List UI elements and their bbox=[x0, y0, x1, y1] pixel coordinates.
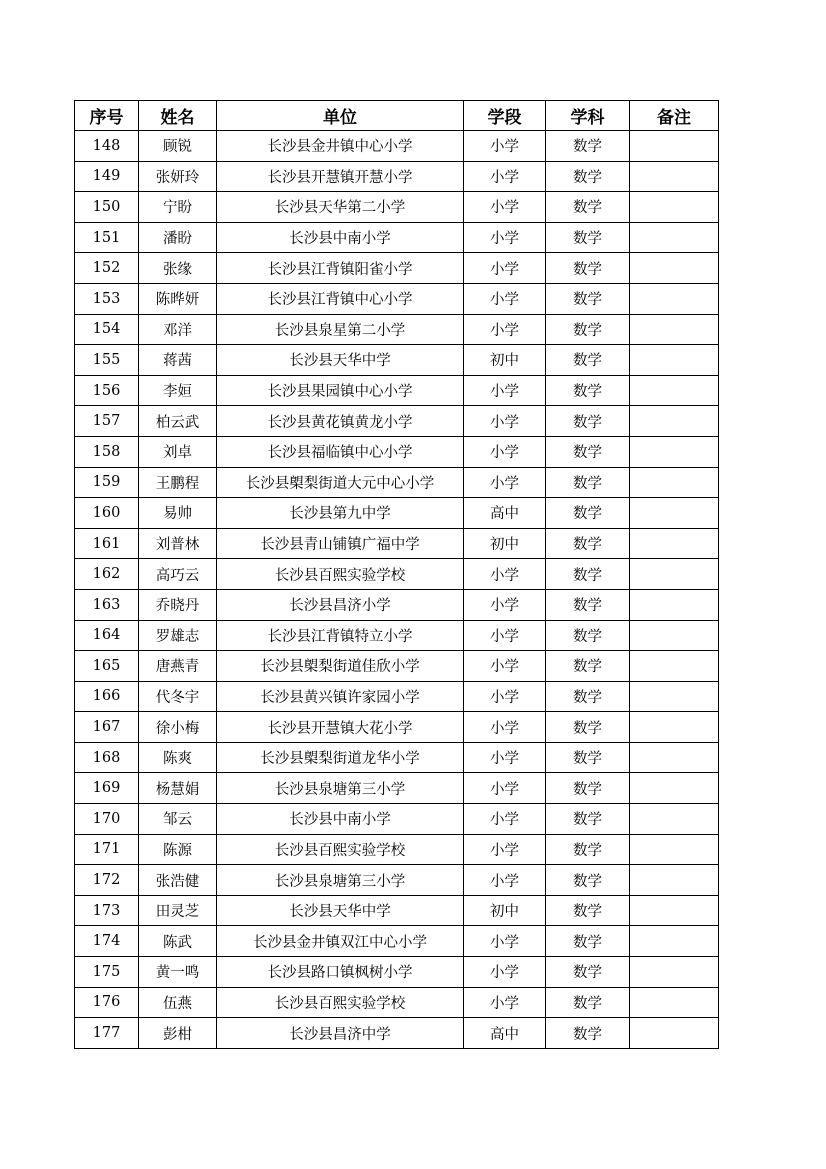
cell-seq: 167 bbox=[75, 712, 139, 743]
cell-name: 张妍玲 bbox=[139, 161, 217, 192]
cell-unit: 长沙县中南小学 bbox=[217, 222, 464, 253]
header-name: 姓名 bbox=[139, 101, 217, 131]
header-unit: 单位 bbox=[217, 101, 464, 131]
cell-unit: 长沙县天华中学 bbox=[217, 345, 464, 376]
table-header bbox=[75, 101, 719, 131]
cell-stage: 小学 bbox=[464, 436, 546, 467]
cell-name: 徐小梅 bbox=[139, 712, 217, 743]
cell-seq: 160 bbox=[75, 498, 139, 529]
roster-table bbox=[74, 100, 719, 1049]
cell-remark bbox=[630, 926, 719, 957]
table-row bbox=[75, 834, 719, 865]
table-body bbox=[75, 131, 719, 1049]
cell-seq: 171 bbox=[75, 834, 139, 865]
cell-unit: 长沙县百熙实验学校 bbox=[217, 987, 464, 1018]
cell-stage: 小学 bbox=[464, 559, 546, 590]
cell-name: 陈武 bbox=[139, 926, 217, 957]
cell-name: 陈晔妍 bbox=[139, 283, 217, 314]
cell-seq: 176 bbox=[75, 987, 139, 1018]
cell-stage: 初中 bbox=[464, 528, 546, 559]
cell-seq: 153 bbox=[75, 283, 139, 314]
cell-subject: 数学 bbox=[546, 620, 630, 651]
cell-unit: 长沙县昌济小学 bbox=[217, 589, 464, 620]
table-row bbox=[75, 865, 719, 896]
cell-subject: 数学 bbox=[546, 712, 630, 743]
table-row bbox=[75, 895, 719, 926]
cell-stage: 小学 bbox=[464, 804, 546, 835]
cell-subject: 数学 bbox=[546, 681, 630, 712]
cell-stage: 小学 bbox=[464, 192, 546, 223]
cell-name: 潘盼 bbox=[139, 222, 217, 253]
cell-stage: 小学 bbox=[464, 834, 546, 865]
cell-seq: 172 bbox=[75, 865, 139, 896]
cell-seq: 154 bbox=[75, 314, 139, 345]
table-row bbox=[75, 222, 719, 253]
table-row bbox=[75, 742, 719, 773]
cell-unit: 长沙县金井镇双江中心小学 bbox=[217, 926, 464, 957]
cell-unit: 长沙县江背镇阳雀小学 bbox=[217, 253, 464, 284]
cell-subject: 数学 bbox=[546, 651, 630, 682]
cell-name: 张缘 bbox=[139, 253, 217, 284]
cell-subject: 数学 bbox=[546, 957, 630, 988]
cell-remark bbox=[630, 712, 719, 743]
table-row bbox=[75, 926, 719, 957]
table-row bbox=[75, 283, 719, 314]
header-row bbox=[75, 101, 719, 131]
cell-seq: 152 bbox=[75, 253, 139, 284]
cell-remark bbox=[630, 498, 719, 529]
cell-unit: 长沙县㮾梨街道大元中心小学 bbox=[217, 467, 464, 498]
cell-seq: 166 bbox=[75, 681, 139, 712]
cell-subject: 数学 bbox=[546, 467, 630, 498]
cell-unit: 长沙县昌济中学 bbox=[217, 1018, 464, 1049]
cell-seq: 164 bbox=[75, 620, 139, 651]
cell-seq: 156 bbox=[75, 375, 139, 406]
cell-unit: 长沙县路口镇枫树小学 bbox=[217, 957, 464, 988]
cell-name: 宁盼 bbox=[139, 192, 217, 223]
table-row bbox=[75, 773, 719, 804]
cell-seq: 168 bbox=[75, 742, 139, 773]
cell-stage: 小学 bbox=[464, 620, 546, 651]
cell-name: 刘卓 bbox=[139, 436, 217, 467]
cell-name: 伍燕 bbox=[139, 987, 217, 1018]
cell-unit: 长沙县第九中学 bbox=[217, 498, 464, 529]
cell-unit: 长沙县开慧镇开慧小学 bbox=[217, 161, 464, 192]
cell-subject: 数学 bbox=[546, 865, 630, 896]
cell-stage: 小学 bbox=[464, 712, 546, 743]
cell-seq: 157 bbox=[75, 406, 139, 437]
cell-name: 彭柑 bbox=[139, 1018, 217, 1049]
cell-stage: 高中 bbox=[464, 498, 546, 529]
table-row bbox=[75, 589, 719, 620]
table-row bbox=[75, 131, 719, 162]
cell-remark bbox=[630, 895, 719, 926]
cell-name: 乔晓丹 bbox=[139, 589, 217, 620]
cell-seq: 162 bbox=[75, 559, 139, 590]
cell-seq: 177 bbox=[75, 1018, 139, 1049]
table-row bbox=[75, 559, 719, 590]
cell-subject: 数学 bbox=[546, 773, 630, 804]
cell-remark bbox=[630, 222, 719, 253]
cell-remark bbox=[630, 681, 719, 712]
table-row bbox=[75, 1018, 719, 1049]
cell-subject: 数学 bbox=[546, 987, 630, 1018]
cell-stage: 小学 bbox=[464, 926, 546, 957]
header-remark: 备注 bbox=[630, 101, 719, 131]
table-row bbox=[75, 987, 719, 1018]
cell-subject: 数学 bbox=[546, 926, 630, 957]
cell-seq: 175 bbox=[75, 957, 139, 988]
cell-subject: 数学 bbox=[546, 528, 630, 559]
cell-stage: 小学 bbox=[464, 589, 546, 620]
cell-seq: 159 bbox=[75, 467, 139, 498]
table-row bbox=[75, 804, 719, 835]
cell-remark bbox=[630, 253, 719, 284]
cell-stage: 初中 bbox=[464, 895, 546, 926]
cell-unit: 长沙县百熙实验学校 bbox=[217, 834, 464, 865]
cell-subject: 数学 bbox=[546, 161, 630, 192]
cell-stage: 高中 bbox=[464, 1018, 546, 1049]
cell-subject: 数学 bbox=[546, 436, 630, 467]
cell-subject: 数学 bbox=[546, 804, 630, 835]
cell-name: 杨慧娟 bbox=[139, 773, 217, 804]
cell-unit: 长沙县开慧镇大花小学 bbox=[217, 712, 464, 743]
cell-remark bbox=[630, 161, 719, 192]
cell-subject: 数学 bbox=[546, 131, 630, 162]
cell-stage: 小学 bbox=[464, 253, 546, 284]
header-subject: 学科 bbox=[546, 101, 630, 131]
cell-unit: 长沙县福临镇中心小学 bbox=[217, 436, 464, 467]
cell-unit: 长沙县泉塘第三小学 bbox=[217, 865, 464, 896]
cell-name: 顾锐 bbox=[139, 131, 217, 162]
cell-unit: 长沙县金井镇中心小学 bbox=[217, 131, 464, 162]
cell-stage: 初中 bbox=[464, 345, 546, 376]
cell-stage: 小学 bbox=[464, 987, 546, 1018]
cell-name: 柏云武 bbox=[139, 406, 217, 437]
cell-subject: 数学 bbox=[546, 895, 630, 926]
cell-name: 张浩健 bbox=[139, 865, 217, 896]
cell-seq: 150 bbox=[75, 192, 139, 223]
cell-stage: 小学 bbox=[464, 681, 546, 712]
cell-name: 刘普林 bbox=[139, 528, 217, 559]
cell-stage: 小学 bbox=[464, 742, 546, 773]
cell-remark bbox=[630, 436, 719, 467]
cell-remark bbox=[630, 834, 719, 865]
cell-stage: 小学 bbox=[464, 314, 546, 345]
cell-name: 田灵芝 bbox=[139, 895, 217, 926]
table-row bbox=[75, 192, 719, 223]
cell-remark bbox=[630, 620, 719, 651]
table-row bbox=[75, 498, 719, 529]
cell-stage: 小学 bbox=[464, 375, 546, 406]
cell-subject: 数学 bbox=[546, 283, 630, 314]
cell-name: 高巧云 bbox=[139, 559, 217, 590]
cell-remark bbox=[630, 314, 719, 345]
cell-remark bbox=[630, 589, 719, 620]
cell-seq: 149 bbox=[75, 161, 139, 192]
cell-stage: 小学 bbox=[464, 957, 546, 988]
cell-stage: 小学 bbox=[464, 283, 546, 314]
cell-unit: 长沙县黄花镇黄龙小学 bbox=[217, 406, 464, 437]
table-row bbox=[75, 528, 719, 559]
table-row bbox=[75, 406, 719, 437]
cell-remark bbox=[630, 528, 719, 559]
cell-remark bbox=[630, 773, 719, 804]
table-row bbox=[75, 375, 719, 406]
cell-name: 邓洋 bbox=[139, 314, 217, 345]
cell-name: 罗雄志 bbox=[139, 620, 217, 651]
cell-subject: 数学 bbox=[546, 192, 630, 223]
cell-subject: 数学 bbox=[546, 375, 630, 406]
cell-unit: 长沙县果园镇中心小学 bbox=[217, 375, 464, 406]
cell-unit: 长沙县中南小学 bbox=[217, 804, 464, 835]
cell-subject: 数学 bbox=[546, 406, 630, 437]
cell-unit: 长沙县㮾梨街道佳欣小学 bbox=[217, 651, 464, 682]
cell-remark bbox=[630, 559, 719, 590]
cell-subject: 数学 bbox=[546, 498, 630, 529]
cell-seq: 151 bbox=[75, 222, 139, 253]
cell-seq: 161 bbox=[75, 528, 139, 559]
cell-seq: 173 bbox=[75, 895, 139, 926]
cell-unit: 长沙县泉塘第三小学 bbox=[217, 773, 464, 804]
cell-name: 陈源 bbox=[139, 834, 217, 865]
header-seq: 序号 bbox=[75, 101, 139, 131]
cell-stage: 小学 bbox=[464, 651, 546, 682]
cell-seq: 163 bbox=[75, 589, 139, 620]
table-row bbox=[75, 620, 719, 651]
cell-remark bbox=[630, 467, 719, 498]
cell-unit: 长沙县㮾梨街道龙华小学 bbox=[217, 742, 464, 773]
cell-name: 代冬宇 bbox=[139, 681, 217, 712]
cell-unit: 长沙县天华中学 bbox=[217, 895, 464, 926]
cell-name: 易帅 bbox=[139, 498, 217, 529]
cell-remark bbox=[630, 1018, 719, 1049]
table-row bbox=[75, 314, 719, 345]
cell-remark bbox=[630, 987, 719, 1018]
cell-unit: 长沙县江背镇中心小学 bbox=[217, 283, 464, 314]
cell-name: 唐燕青 bbox=[139, 651, 217, 682]
cell-name: 蒋茜 bbox=[139, 345, 217, 376]
cell-subject: 数学 bbox=[546, 253, 630, 284]
table-row bbox=[75, 712, 719, 743]
table-row bbox=[75, 436, 719, 467]
cell-subject: 数学 bbox=[546, 1018, 630, 1049]
cell-remark bbox=[630, 345, 719, 376]
cell-seq: 155 bbox=[75, 345, 139, 376]
cell-stage: 小学 bbox=[464, 131, 546, 162]
table-row bbox=[75, 651, 719, 682]
cell-unit: 长沙县百熙实验学校 bbox=[217, 559, 464, 590]
header-stage: 学段 bbox=[464, 101, 546, 131]
cell-unit: 长沙县泉星第二小学 bbox=[217, 314, 464, 345]
cell-subject: 数学 bbox=[546, 589, 630, 620]
cell-seq: 148 bbox=[75, 131, 139, 162]
cell-subject: 数学 bbox=[546, 742, 630, 773]
cell-name: 黄一鸣 bbox=[139, 957, 217, 988]
cell-name: 王鹏程 bbox=[139, 467, 217, 498]
cell-remark bbox=[630, 957, 719, 988]
cell-subject: 数学 bbox=[546, 314, 630, 345]
cell-subject: 数学 bbox=[546, 834, 630, 865]
cell-remark bbox=[630, 375, 719, 406]
table-row bbox=[75, 161, 719, 192]
cell-stage: 小学 bbox=[464, 161, 546, 192]
cell-remark bbox=[630, 406, 719, 437]
cell-remark bbox=[630, 804, 719, 835]
cell-stage: 小学 bbox=[464, 865, 546, 896]
table-row bbox=[75, 345, 719, 376]
table-row bbox=[75, 253, 719, 284]
cell-seq: 165 bbox=[75, 651, 139, 682]
cell-remark bbox=[630, 283, 719, 314]
cell-stage: 小学 bbox=[464, 773, 546, 804]
cell-unit: 长沙县黄兴镇许家园小学 bbox=[217, 681, 464, 712]
cell-remark bbox=[630, 192, 719, 223]
cell-unit: 长沙县天华第二小学 bbox=[217, 192, 464, 223]
cell-remark bbox=[630, 865, 719, 896]
table-row bbox=[75, 957, 719, 988]
table-row bbox=[75, 467, 719, 498]
cell-name: 邹云 bbox=[139, 804, 217, 835]
cell-remark bbox=[630, 651, 719, 682]
cell-remark bbox=[630, 131, 719, 162]
cell-stage: 小学 bbox=[464, 222, 546, 253]
table-row bbox=[75, 681, 719, 712]
cell-name: 李姮 bbox=[139, 375, 217, 406]
cell-stage: 小学 bbox=[464, 406, 546, 437]
cell-seq: 158 bbox=[75, 436, 139, 467]
cell-seq: 174 bbox=[75, 926, 139, 957]
cell-subject: 数学 bbox=[546, 345, 630, 376]
cell-name: 陈爽 bbox=[139, 742, 217, 773]
cell-unit: 长沙县青山铺镇广福中学 bbox=[217, 528, 464, 559]
cell-remark bbox=[630, 742, 719, 773]
cell-stage: 小学 bbox=[464, 467, 546, 498]
cell-seq: 170 bbox=[75, 804, 139, 835]
cell-unit: 长沙县江背镇特立小学 bbox=[217, 620, 464, 651]
cell-subject: 数学 bbox=[546, 559, 630, 590]
cell-subject: 数学 bbox=[546, 222, 630, 253]
cell-seq: 169 bbox=[75, 773, 139, 804]
